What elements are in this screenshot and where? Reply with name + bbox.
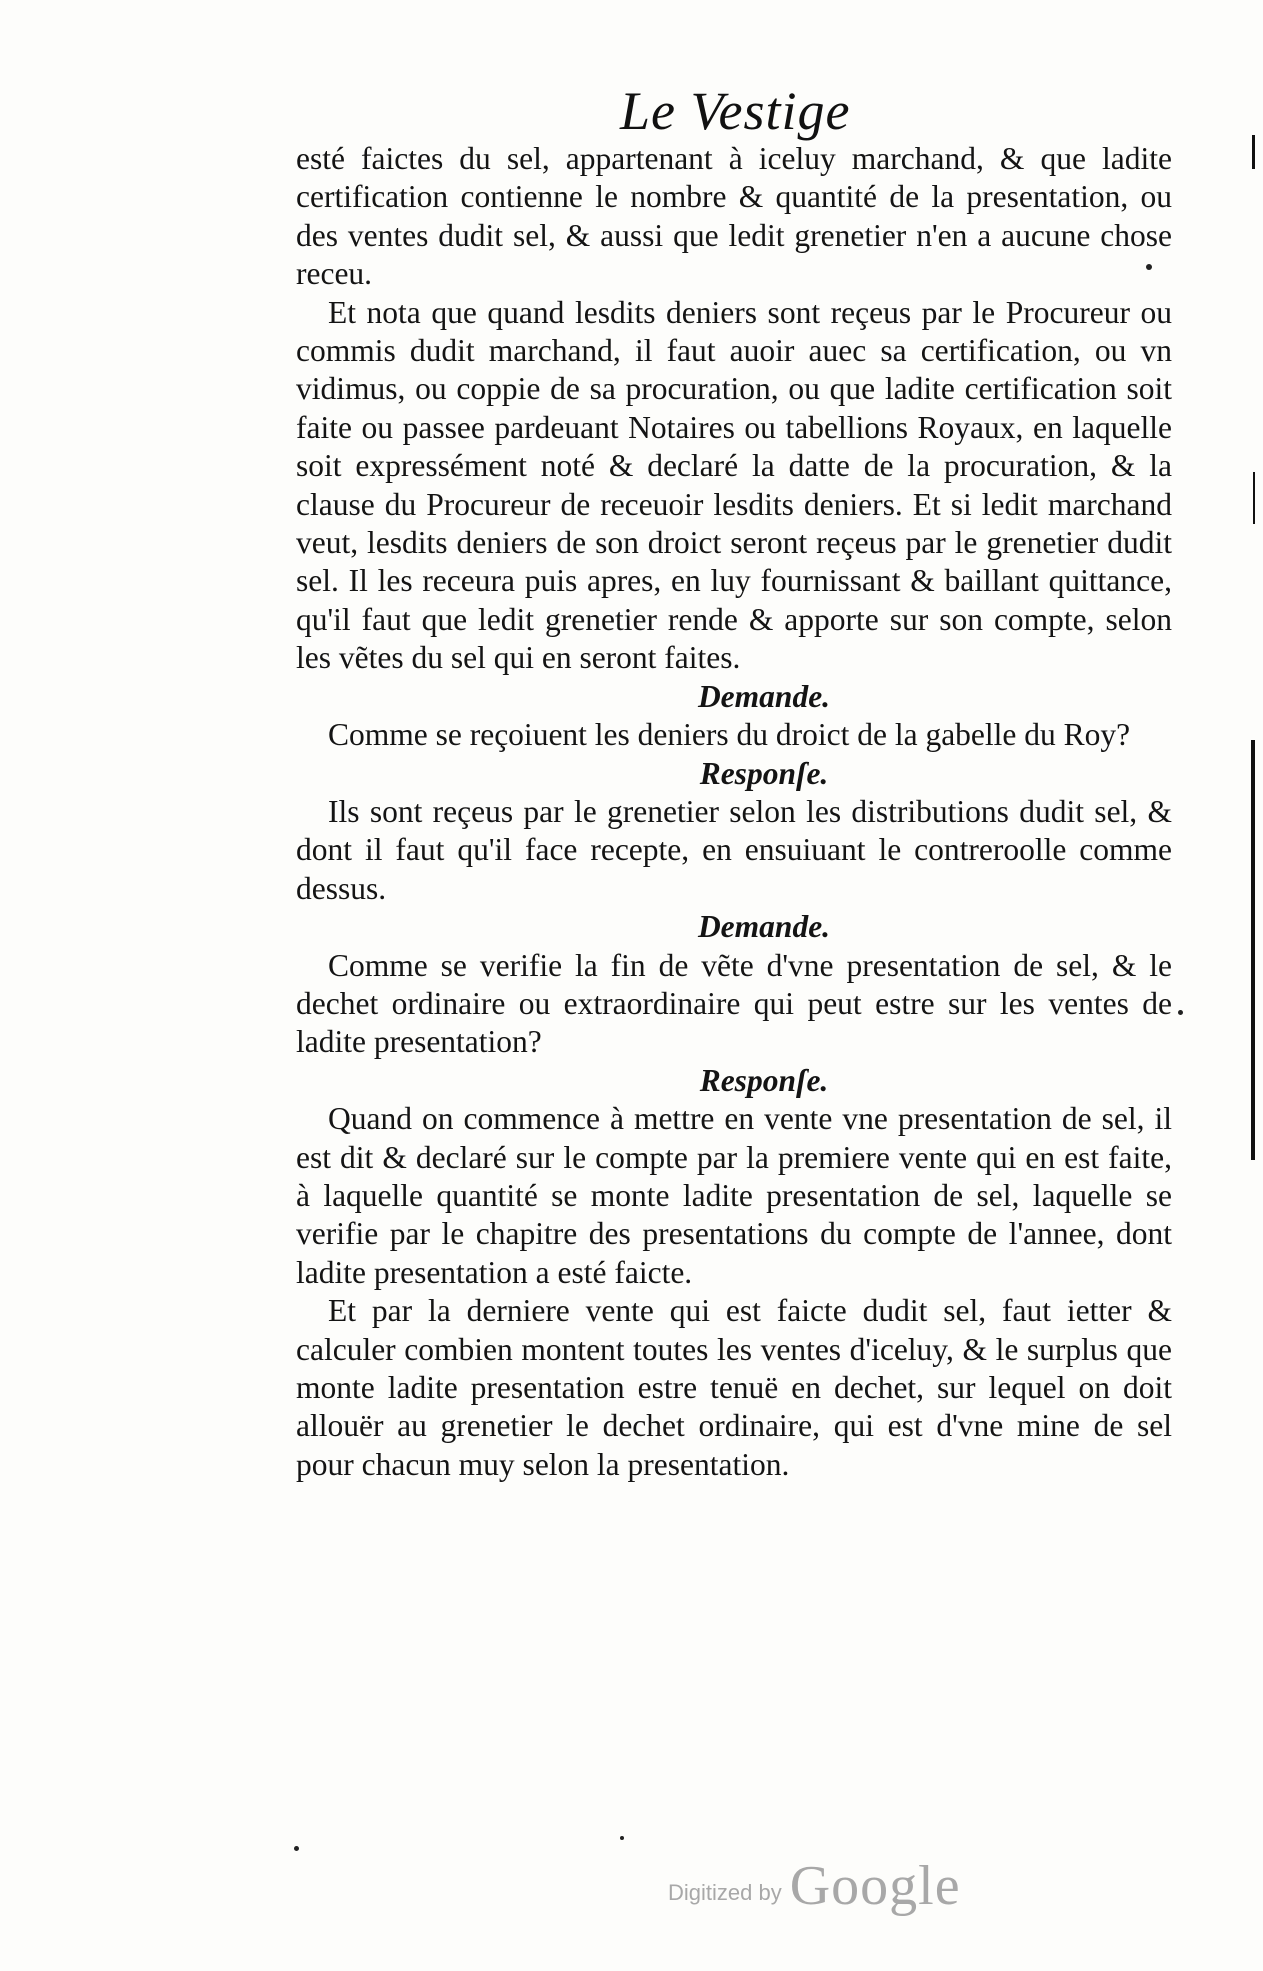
- paragraph-3: Comme se reçoiuent les deniers du droict de la gabelle du Roy?: [328, 717, 1131, 753]
- digitized-watermark: [668, 1846, 1008, 1916]
- heading-responce-1: Responſe.: [699, 755, 829, 791]
- ink-speck: [620, 1836, 624, 1840]
- heading-demande-2: Demande.: [697, 909, 831, 945]
- paragraph-4: Ils sont reçeus par le grenetier selon les distributions dudit sel, & dont il faut qu'il face recepte, en ensuiuant le contreroolle comme dessus.: [296, 793, 1172, 906]
- heading-responce-2: Responſe.: [699, 1062, 829, 1098]
- paragraph-6: Quand on commence à mettre en vente vne presentation de sel, il est dit & declaré sur le compte par la premiere vente qui en est faite, à laquelle quantité se monte ladite presentation de sel, laquelle se verifie par le chapitre des presentations du compte de l'annee, dont ladite presentation a esté faicte.: [296, 1101, 1172, 1290]
- watermark-prefix: Digitized by: [668, 1880, 782, 1905]
- gutter-mark-top: [1252, 135, 1255, 169]
- heading-demande-1: Demande.: [697, 678, 831, 714]
- paragraph-7: Et par la derniere vente qui est faicte dudit sel, faut ietter & calculer combien montent toutes les ventes d'iceluy, & le surplus que monte ladite presentation estre tenuë en dechet, sur lequel on doit allouër au grenetier le dechet ordinaire, qui est d'vne mine de sel pour chacun muy selon la presentation.: [296, 1293, 1172, 1482]
- page-text: [296, 140, 1172, 1484]
- running-head: Le Vestige: [620, 81, 851, 141]
- gutter-shadow-line: [1251, 740, 1255, 1160]
- ink-speck: [1146, 264, 1152, 270]
- paragraph-2: Et nota que quand lesdits deniers sont reçeus par le Procureur ou commis dudit marchand, il faut auoir auec sa certification, ou vn vidimus, ou coppie de sa procuration, ou que ladite certification soit faite ou passee pardeuant Notaires ou tabellions Royaux, en laquelle soit expressément noté & declaré la datte de la procuration, & la clause du Procureur de receuoir lesdits deniers. Et si ledit marchand veut, lesdits deniers de son droict seront reçeus par le grenetier dudit sel. Il les receura puis apres, en luy fournissant & baillant quittance, qu'il faut que ledit grenetier rende & apporte sur son compte, selon les vẽtes du sel qui en seront faites.: [296, 294, 1172, 676]
- google-logo: Google: [789, 1855, 961, 1917]
- paragraph-1: esté faictes du sel, appartenant à iceluy marchand, & que ladite certification contienne le nombre & quantité de la presentation, ou des ventes dudit sel, & aussi que ledit grenetier n'en a aucune chose receu.: [296, 141, 1172, 292]
- ink-speck: [294, 1846, 299, 1851]
- gutter-mark-mid: [1253, 472, 1255, 524]
- paragraph-5: Comme se verifie la fin de vẽte d'vne presentation de sel, & le dechet ordinaire ou extraordinaire qui peut estre sur les ventes de ladite presentation?: [296, 947, 1172, 1060]
- ink-speck: [1178, 1010, 1183, 1015]
